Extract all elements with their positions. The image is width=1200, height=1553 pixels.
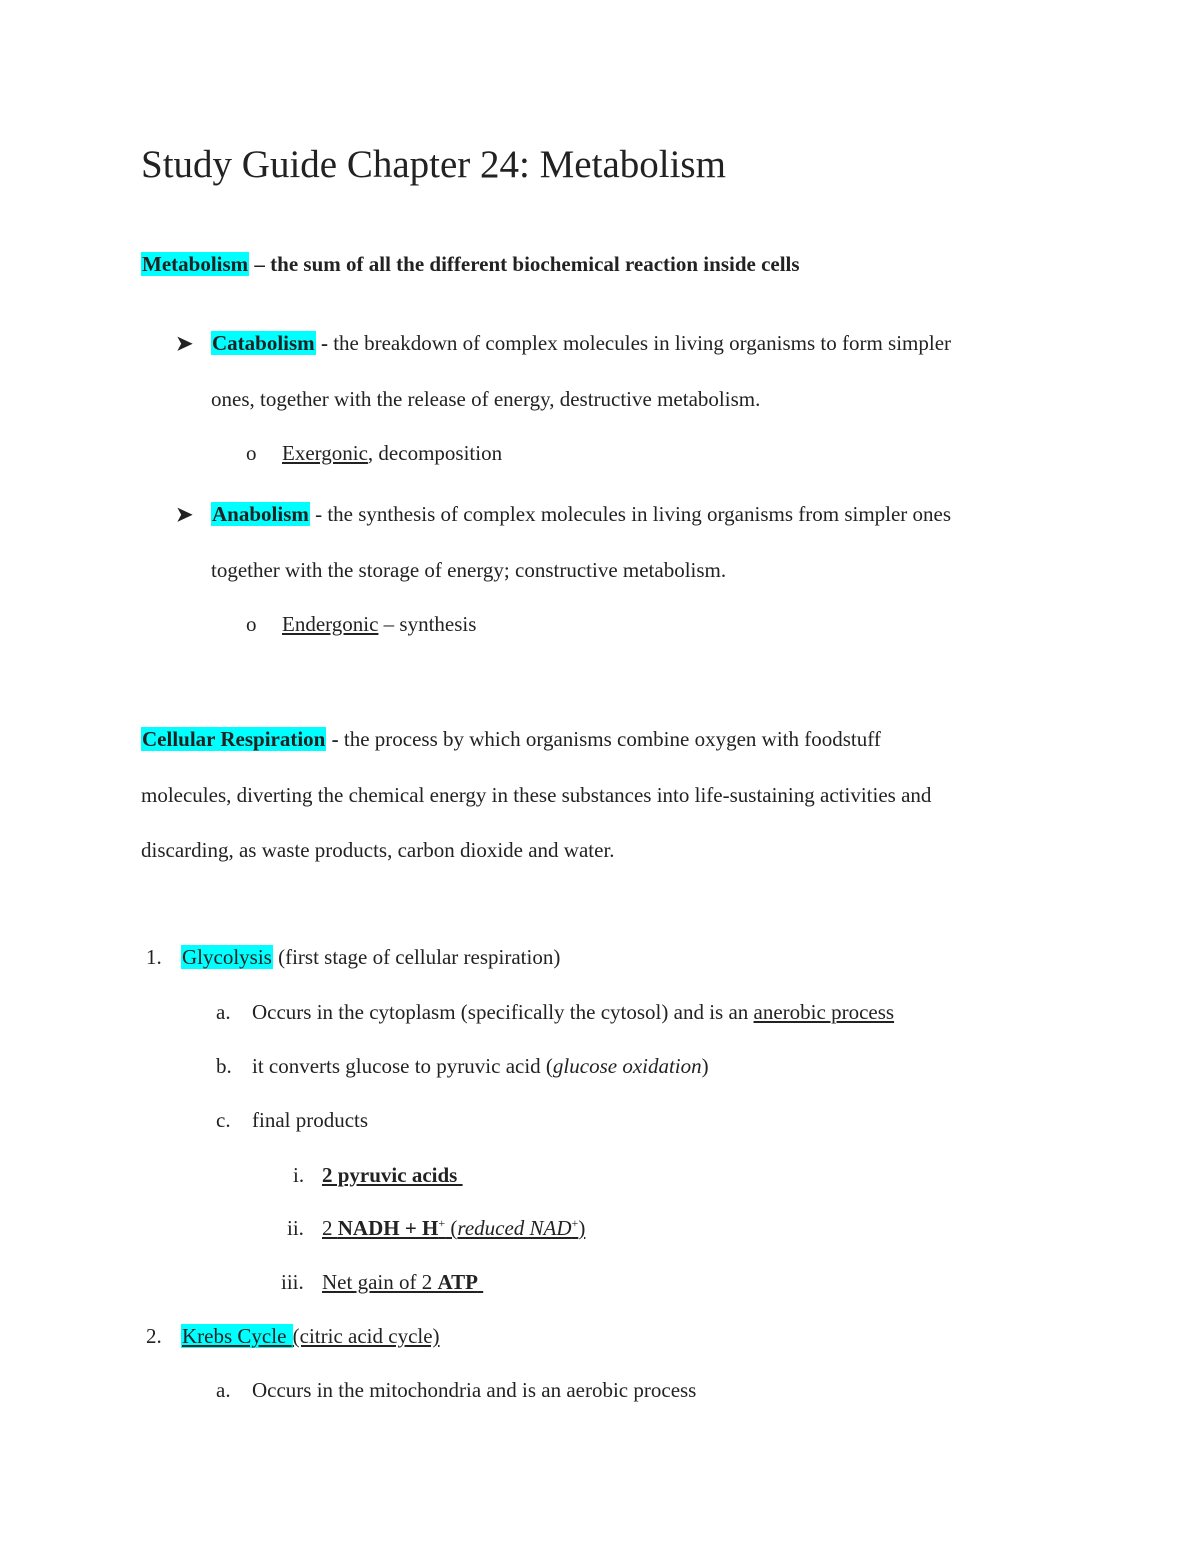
anabolism-subpoint bbox=[282, 611, 476, 637]
anerobic-process: anerobic process bbox=[753, 1000, 895, 1024]
list-letter: c. bbox=[216, 1108, 231, 1132]
nadh-open: ( bbox=[445, 1216, 458, 1240]
anabolism-term: Anabolism bbox=[212, 502, 309, 526]
metabolism-term: Metabolism bbox=[142, 252, 249, 276]
catabolism-def-line1: the breakdown of complex molecules in living organisms to form simpler bbox=[333, 331, 952, 355]
nadh-sup: + bbox=[438, 1216, 446, 1230]
catabolism-def-line2: ones, together with the release of energy, destructive metabolism. bbox=[211, 387, 761, 411]
respiration-definition bbox=[141, 726, 881, 752]
nad-sup: + bbox=[571, 1216, 579, 1230]
nadh-bold: NADH + H bbox=[337, 1216, 439, 1240]
glycolysis-rest: (first stage of cellular respiration) bbox=[272, 945, 561, 969]
pyruvic-acids: 2 pyruvic acids bbox=[322, 1163, 463, 1187]
list-letter: b. bbox=[216, 1054, 232, 1078]
catabolism-term: Catabolism bbox=[212, 331, 315, 355]
list-number: 2. bbox=[146, 1324, 162, 1348]
list-number: 1. bbox=[146, 945, 162, 969]
endergonic-rest: – synthesis bbox=[378, 612, 477, 636]
reduced-nad: reduced NAD bbox=[457, 1216, 572, 1240]
exergonic-rest: , decomposition bbox=[367, 441, 503, 465]
list-roman: iii. bbox=[281, 1270, 304, 1294]
respiration-def-line1: the process by which organisms combine oxygen with foodstuff bbox=[343, 727, 881, 751]
nadh-pre: 2 bbox=[322, 1216, 338, 1240]
krebs-term: Krebs Cycle bbox=[182, 1324, 292, 1348]
list-letter: a. bbox=[216, 1378, 231, 1402]
circle-bullet: o bbox=[246, 612, 257, 636]
glycolysis-b-text: it converts glucose to pyruvic acid ( bbox=[252, 1054, 553, 1078]
exergonic-term: Exergonic bbox=[282, 441, 368, 465]
anabolism-def-line2: together with the storage of energy; constructive metabolism. bbox=[211, 558, 727, 582]
glycolysis-heading bbox=[181, 944, 560, 970]
circle-bullet: o bbox=[246, 441, 257, 465]
glycolysis-b-end: ) bbox=[701, 1054, 709, 1078]
anabolism-definition bbox=[211, 501, 951, 527]
product-pyruvic-acids bbox=[322, 1162, 463, 1188]
arrow-bullet-icon: ➤ bbox=[176, 504, 193, 526]
page-title: Study Guide Chapter 24: Metabolism bbox=[141, 143, 726, 186]
atp-bold: ATP bbox=[437, 1270, 478, 1294]
endergonic-term: Endergonic bbox=[282, 612, 379, 636]
glycolysis-point-a bbox=[252, 999, 894, 1025]
respiration-def-line3: discarding, as waste products, carbon dioxide and water. bbox=[141, 838, 615, 862]
krebs-heading bbox=[181, 1323, 440, 1349]
list-roman: ii. bbox=[287, 1216, 304, 1240]
respiration-term: Cellular Respiration bbox=[142, 727, 326, 751]
catabolism-subpoint bbox=[282, 440, 502, 466]
metabolism-definition bbox=[141, 251, 800, 277]
product-atp bbox=[322, 1269, 483, 1295]
krebs-point-a: Occurs in the mitochondria and is an aerobic process bbox=[252, 1378, 697, 1402]
metabolism-def: – the sum of all the different biochemical reaction inside cells bbox=[249, 252, 800, 276]
glucose-oxidation: glucose oxidation bbox=[552, 1054, 702, 1078]
arrow-bullet-icon: ➤ bbox=[176, 333, 193, 355]
product-nadh bbox=[322, 1215, 585, 1241]
atp-post bbox=[478, 1270, 483, 1294]
glycolysis-point-c: final products bbox=[252, 1108, 369, 1132]
glycolysis-term: Glycolysis bbox=[182, 945, 272, 969]
nadh-close: ) bbox=[578, 1216, 586, 1240]
respiration-def-line2: molecules, diverting the chemical energy in these substances into life-sustaining activities and bbox=[141, 783, 932, 807]
catabolism-dash: - bbox=[315, 331, 334, 355]
anabolism-def-line1: - the synthesis of complex molecules in living organisms from simpler ones bbox=[309, 502, 952, 526]
glycolysis-a-text: Occurs in the cytoplasm (specifically the cytosol) and is an bbox=[252, 1000, 754, 1024]
catabolism-definition bbox=[211, 330, 951, 356]
krebs-rest: (citric acid cycle) bbox=[292, 1324, 440, 1348]
list-letter: a. bbox=[216, 1000, 231, 1024]
list-roman: i. bbox=[293, 1163, 305, 1187]
respiration-dash: - bbox=[326, 727, 344, 751]
atp-pre: Net gain of 2 bbox=[322, 1270, 438, 1294]
glycolysis-point-b bbox=[252, 1053, 709, 1079]
